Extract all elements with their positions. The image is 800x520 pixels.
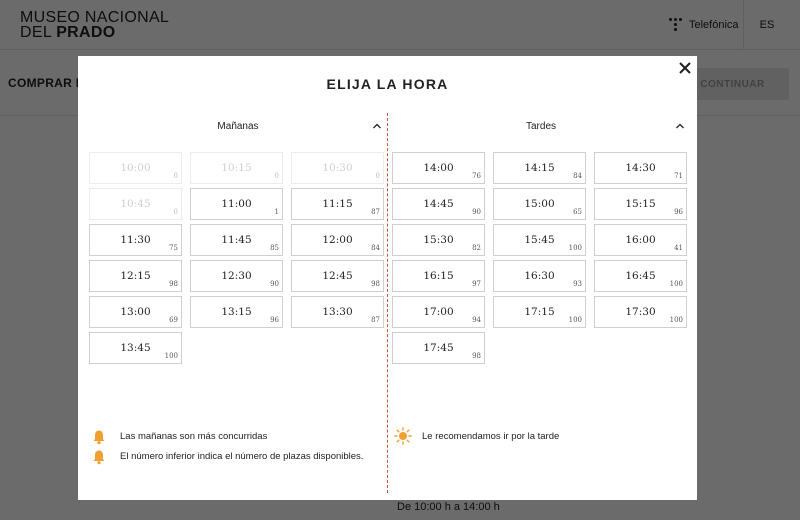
slot-available-count: 100 xyxy=(164,352,178,360)
time-slot[interactable] xyxy=(493,152,586,184)
slot-available-count: 100 xyxy=(568,316,582,324)
slot-available-count: 98 xyxy=(169,280,178,288)
slot-time: 17:00 xyxy=(423,306,454,318)
slot-time: 14:00 xyxy=(423,162,454,174)
column-divider xyxy=(387,113,388,493)
time-slot[interactable] xyxy=(392,332,485,364)
time-slot[interactable] xyxy=(493,260,586,292)
time-slot[interactable] xyxy=(291,188,384,220)
slot-available-count: 76 xyxy=(472,172,481,180)
slot-time: 11:30 xyxy=(120,234,151,246)
close-button[interactable] xyxy=(676,59,694,77)
slot-available-count: 0 xyxy=(375,172,380,180)
time-slot[interactable] xyxy=(594,260,687,292)
time-slot[interactable] xyxy=(392,152,485,184)
time-slot[interactable] xyxy=(493,296,586,328)
time-slot[interactable] xyxy=(190,224,283,256)
slot-time: 17:45 xyxy=(423,342,454,354)
time-slot[interactable] xyxy=(190,188,283,220)
time-slot[interactable] xyxy=(594,224,687,256)
slot-available-count: 96 xyxy=(270,316,279,324)
morning-slots-grid xyxy=(89,152,383,364)
slot-time: 11:00 xyxy=(221,198,252,210)
slot-time: 10:30 xyxy=(322,162,353,174)
slot-available-count: 100 xyxy=(568,244,582,252)
slot-time: 14:15 xyxy=(524,162,555,174)
time-slot[interactable] xyxy=(89,260,182,292)
morning-column xyxy=(88,114,388,360)
time-slot[interactable] xyxy=(392,224,485,256)
slot-time: 16:30 xyxy=(524,270,555,282)
bell-icon xyxy=(92,429,106,445)
slot-time: 12:45 xyxy=(322,270,353,282)
slot-time: 13:15 xyxy=(221,306,252,318)
slot-available-count: 98 xyxy=(371,280,380,288)
tip-recommend-afternoon xyxy=(394,431,684,443)
slot-time: 13:00 xyxy=(120,306,151,318)
time-slot xyxy=(291,152,384,184)
slot-available-count: 85 xyxy=(270,244,279,252)
time-slot[interactable] xyxy=(190,260,283,292)
time-slot[interactable] xyxy=(190,296,283,328)
slot-time: 15:00 xyxy=(524,198,555,210)
slot-time: 16:45 xyxy=(625,270,656,282)
morning-tips xyxy=(92,431,372,471)
slot-time: 12:15 xyxy=(120,270,151,282)
slot-time: 11:15 xyxy=(322,198,353,210)
afternoon-label: Tardes xyxy=(525,121,556,132)
time-slot[interactable] xyxy=(594,188,687,220)
afternoon-slots-grid xyxy=(392,152,686,364)
slot-time: 13:45 xyxy=(120,342,151,354)
slot-time: 15:30 xyxy=(423,234,454,246)
slot-available-count: 90 xyxy=(270,280,279,288)
bell-icon xyxy=(92,449,106,465)
sun-icon xyxy=(394,427,412,445)
tip-text: El número inferior indica el número de plazas disponibles. xyxy=(120,451,364,462)
slot-available-count: 87 xyxy=(371,208,380,216)
slot-available-count: 96 xyxy=(674,208,683,216)
time-slot[interactable] xyxy=(594,296,687,328)
slot-available-count: 100 xyxy=(669,280,683,288)
slot-time: 14:45 xyxy=(423,198,454,210)
time-slot[interactable] xyxy=(392,260,485,292)
slot-time: 17:15 xyxy=(524,306,555,318)
time-slot[interactable] xyxy=(291,296,384,328)
modal-title: ELIJA LA HORA xyxy=(326,76,449,92)
slot-available-count: 41 xyxy=(674,244,683,252)
slot-available-count: 100 xyxy=(669,316,683,324)
time-slot[interactable] xyxy=(392,188,485,220)
slot-available-count: 75 xyxy=(169,244,178,252)
morning-label: Mañanas xyxy=(217,121,259,132)
slot-available-count: 82 xyxy=(472,244,481,252)
slot-time: 10:45 xyxy=(120,198,151,210)
slot-time: 14:30 xyxy=(625,162,656,174)
slot-time: 16:15 xyxy=(423,270,454,282)
time-slot[interactable] xyxy=(89,224,182,256)
slot-available-count: 0 xyxy=(274,172,279,180)
slot-time: 13:30 xyxy=(322,306,353,318)
slot-time: 12:00 xyxy=(322,234,353,246)
slot-available-count: 94 xyxy=(472,316,481,324)
slot-available-count: 1 xyxy=(274,208,279,216)
time-slot[interactable] xyxy=(493,224,586,256)
time-slot[interactable] xyxy=(493,188,586,220)
slot-available-count: 87 xyxy=(371,316,380,324)
slot-available-count: 84 xyxy=(371,244,380,252)
time-slot[interactable] xyxy=(291,224,384,256)
tip-text: Le recomendamos ir por la tarde xyxy=(422,431,560,442)
slot-available-count: 90 xyxy=(472,208,481,216)
slot-available-count: 65 xyxy=(573,208,582,216)
time-picker-modal xyxy=(78,56,697,500)
slot-time: 17:30 xyxy=(625,306,656,318)
time-slot[interactable] xyxy=(392,296,485,328)
slot-time: 15:15 xyxy=(625,198,656,210)
slot-time: 16:00 xyxy=(625,234,656,246)
time-slot[interactable] xyxy=(89,332,182,364)
close-icon xyxy=(676,59,694,77)
chevron-up-icon xyxy=(675,122,685,130)
tip-available-places xyxy=(92,451,372,463)
time-slot xyxy=(190,152,283,184)
slot-available-count: 98 xyxy=(472,352,481,360)
slot-available-count: 71 xyxy=(674,172,683,180)
slot-time: 12:30 xyxy=(221,270,252,282)
tip-text: Las mañanas son más concurridas xyxy=(120,431,268,442)
afternoon-column xyxy=(391,114,691,360)
time-slot[interactable] xyxy=(594,152,687,184)
slot-available-count: 93 xyxy=(573,280,582,288)
time-slot xyxy=(89,188,182,220)
time-slot[interactable] xyxy=(291,260,384,292)
morning-header[interactable] xyxy=(88,114,388,140)
afternoon-tips xyxy=(394,431,684,451)
slot-available-count: 0 xyxy=(173,208,178,216)
slot-available-count: 69 xyxy=(169,316,178,324)
slot-time: 15:45 xyxy=(524,234,555,246)
tip-crowded-mornings xyxy=(92,431,372,443)
slot-available-count: 84 xyxy=(573,172,582,180)
slot-time: 11:45 xyxy=(221,234,252,246)
chevron-up-icon xyxy=(372,122,382,130)
slot-time: 10:15 xyxy=(221,162,252,174)
slot-available-count: 97 xyxy=(472,280,481,288)
afternoon-header[interactable] xyxy=(391,114,691,140)
slot-available-count: 0 xyxy=(173,172,178,180)
time-slot[interactable] xyxy=(89,296,182,328)
time-slot xyxy=(89,152,182,184)
slot-time: 10:00 xyxy=(120,162,151,174)
